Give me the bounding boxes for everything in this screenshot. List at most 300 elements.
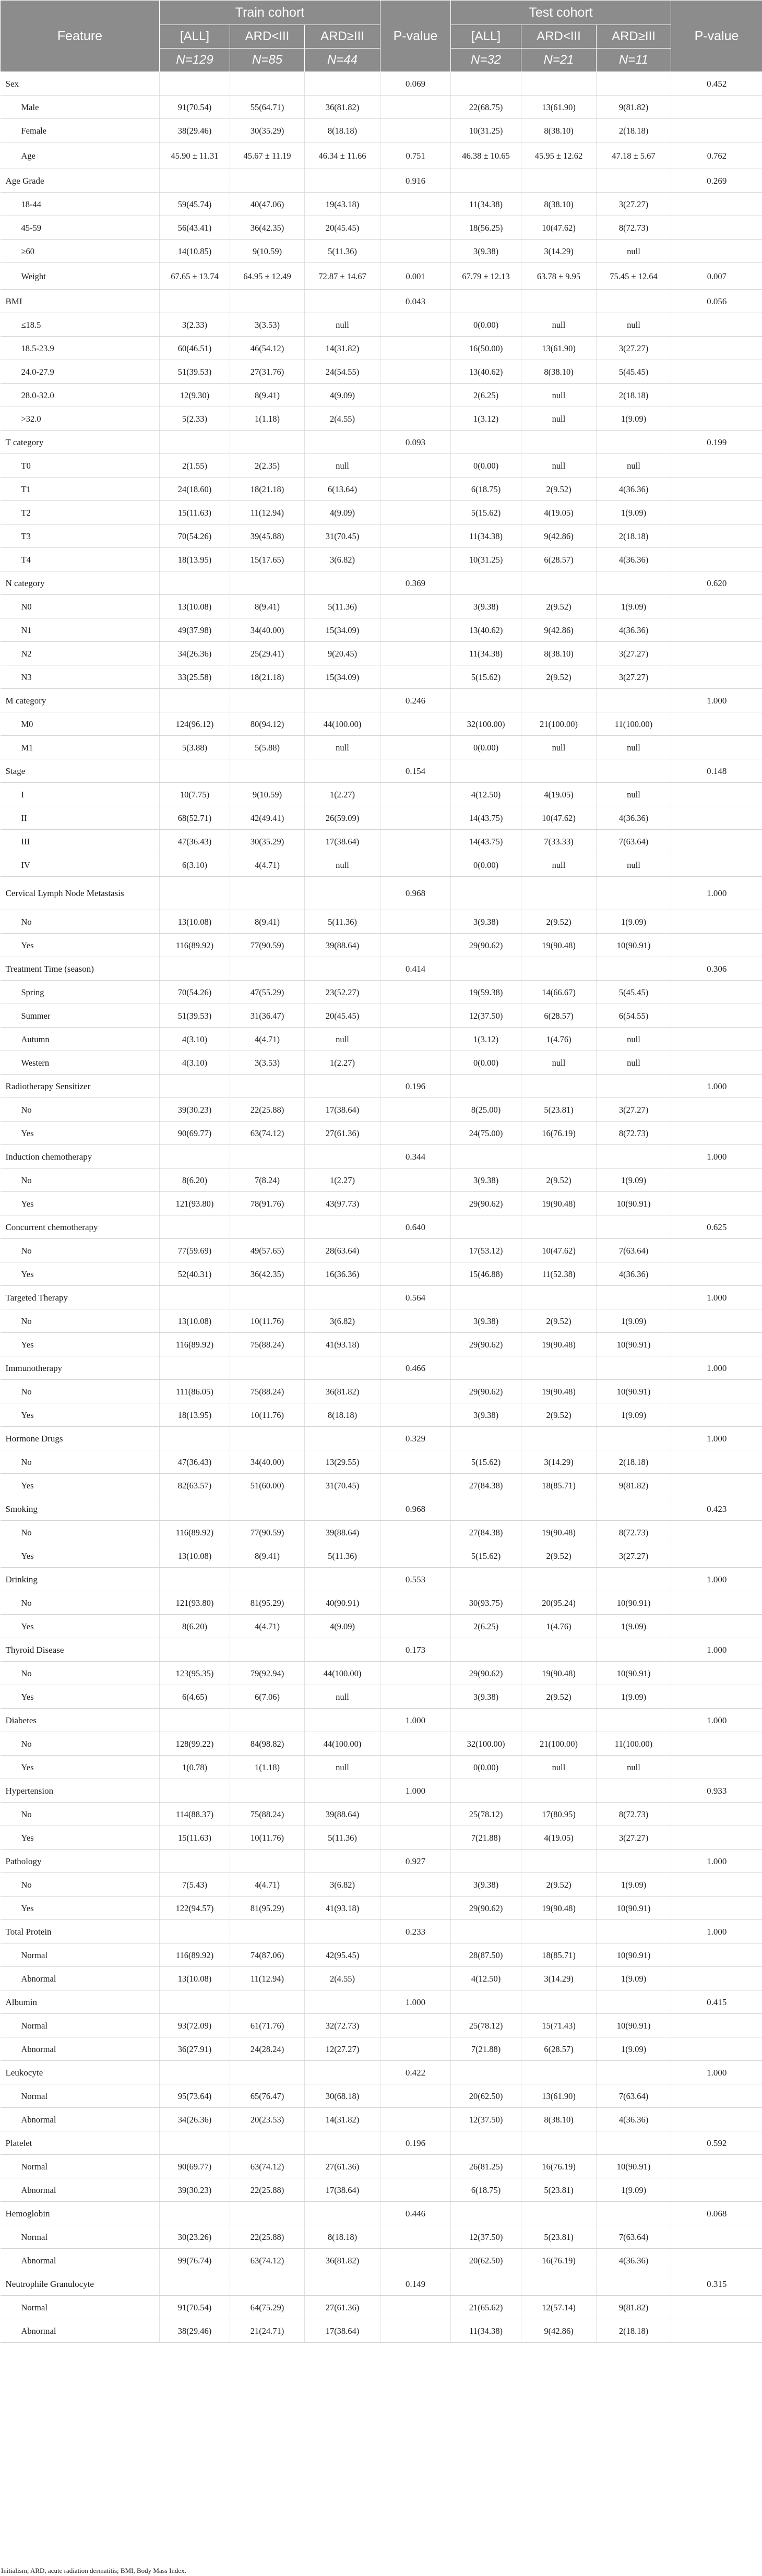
test-pvalue-cell: 0.148 bbox=[671, 759, 762, 783]
test-ard-high-cell: 11(100.00) bbox=[597, 1732, 671, 1756]
test-ard-high-cell: 4(36.36) bbox=[597, 1262, 671, 1286]
train-all-cell bbox=[160, 2061, 230, 2084]
train-all-cell: 52(40.31) bbox=[160, 1262, 230, 1286]
test-ard-low-cell: 5(23.81) bbox=[521, 2178, 597, 2202]
test-ard-low-cell bbox=[521, 1427, 597, 1450]
train-pvalue-cell bbox=[380, 1521, 451, 1544]
train-all-cell: 77(59.69) bbox=[160, 1239, 230, 1262]
category-label: Hypertension bbox=[1, 1779, 160, 1803]
subcategory-label: No bbox=[1, 1098, 160, 1122]
test-ard-high-cell bbox=[597, 1356, 671, 1380]
test-ard-low-cell: 2(9.52) bbox=[521, 478, 597, 501]
category-label: Radiotherapy Sensitizer bbox=[1, 1075, 160, 1098]
train-all-cell: 5(2.33) bbox=[160, 407, 230, 431]
train-ard-low-cell: 55(64.71) bbox=[230, 96, 305, 119]
test-pvalue-cell: 1.000 bbox=[671, 1286, 762, 1309]
train-ard-high-cell bbox=[305, 2061, 380, 2084]
test-all-cell: 0(0.00) bbox=[451, 736, 521, 759]
train-pvalue-cell bbox=[380, 1544, 451, 1568]
train-pvalue-cell bbox=[380, 1685, 451, 1709]
test-ard-high-cell: 9(81.82) bbox=[597, 2296, 671, 2319]
test-pvalue-cell bbox=[671, 934, 762, 957]
test-pvalue-cell bbox=[671, 2319, 762, 2343]
test-ard-low-cell: 11(52.38) bbox=[521, 1262, 597, 1286]
train-all-cell: 8(6.20) bbox=[160, 1615, 230, 1638]
train-pvalue-cell: 0.564 bbox=[380, 1286, 451, 1309]
table-row-category bbox=[1, 1568, 762, 1591]
test-ard-high-cell: 3(27.27) bbox=[597, 642, 671, 665]
test-all-cell bbox=[451, 1709, 521, 1732]
test-ard-high-cell: 11(100.00) bbox=[597, 712, 671, 736]
test-all-cell: 12(37.50) bbox=[451, 2108, 521, 2131]
train-all-cell bbox=[160, 169, 230, 193]
test-pvalue-cell bbox=[671, 1521, 762, 1544]
test-ard-high-cell bbox=[597, 1990, 671, 2014]
test-ard-high-cell: 4(36.36) bbox=[597, 548, 671, 571]
train-ard-low-cell: 9(10.59) bbox=[230, 240, 305, 263]
train-ard-low-cell bbox=[230, 1779, 305, 1803]
table-row bbox=[1, 712, 762, 736]
subcategory-label: Normal bbox=[1, 2225, 160, 2249]
train-ard-low-cell: 63(74.12) bbox=[230, 2155, 305, 2178]
train-ard-high-cell: 36(81.82) bbox=[305, 1380, 380, 1403]
test-ard-high-cell: 2(18.18) bbox=[597, 2319, 671, 2343]
train-ard-high-cell: 39(88.64) bbox=[305, 934, 380, 957]
test-pvalue-cell bbox=[671, 2249, 762, 2272]
table-row bbox=[1, 240, 762, 263]
train-ard-low-cell bbox=[230, 1709, 305, 1732]
subcategory-label: Male bbox=[1, 96, 160, 119]
test-all-cell: 20(62.50) bbox=[451, 2249, 521, 2272]
train-all-cell bbox=[160, 1075, 230, 1098]
test-pvalue-cell bbox=[671, 2178, 762, 2202]
train-ard-high-cell: 32(72.73) bbox=[305, 2014, 380, 2037]
train-ard-high-cell bbox=[305, 2202, 380, 2225]
train-pvalue-cell bbox=[380, 910, 451, 934]
table-row bbox=[1, 1826, 762, 1850]
test-ard-low-cell bbox=[521, 2131, 597, 2155]
test-ard-high-cell bbox=[597, 2202, 671, 2225]
table-row bbox=[1, 783, 762, 806]
train-all-cell: 14(10.85) bbox=[160, 240, 230, 263]
subcategory-label: Yes bbox=[1, 1333, 160, 1356]
test-ard-high-cell: 10(90.91) bbox=[597, 1591, 671, 1615]
test-ard-low-cell: 13(61.90) bbox=[521, 96, 597, 119]
test-pvalue-cell bbox=[671, 1168, 762, 1192]
subcategory-label: N2 bbox=[1, 642, 160, 665]
test-ard-high-cell bbox=[597, 72, 671, 96]
test-ard-low-cell: null bbox=[521, 313, 597, 337]
train-pvalue-cell bbox=[380, 2225, 451, 2249]
table-row bbox=[1, 1967, 762, 1990]
train-ard-high-header: ARD≥III bbox=[305, 25, 380, 49]
test-ard-low-cell: 8(38.10) bbox=[521, 119, 597, 142]
subcategory-label: No bbox=[1, 1380, 160, 1403]
test-pvalue-cell bbox=[671, 665, 762, 689]
test-pvalue-cell bbox=[671, 853, 762, 877]
test-all-cell: 3(9.38) bbox=[451, 595, 521, 618]
train-ard-low-cell: 65(76.47) bbox=[230, 2084, 305, 2108]
train-all-cell: 90(69.77) bbox=[160, 1122, 230, 1145]
train-pvalue-cell: 0.414 bbox=[380, 957, 451, 981]
test-ard-high-cell: 1(9.09) bbox=[597, 910, 671, 934]
test-all-cell: 3(9.38) bbox=[451, 1168, 521, 1192]
train-ard-low-cell: 18(21.18) bbox=[230, 478, 305, 501]
train-all-cell: 5(3.88) bbox=[160, 736, 230, 759]
test-ard-low-cell: 8(38.10) bbox=[521, 193, 597, 216]
train-ard-high-cell: 1(2.27) bbox=[305, 1168, 380, 1192]
test-ard-low-cell: 63.78 ± 9.95 bbox=[521, 263, 597, 290]
train-all-cell: 51(39.53) bbox=[160, 1004, 230, 1028]
train-ard-low-cell bbox=[230, 1850, 305, 1873]
train-ard-high-cell bbox=[305, 1638, 380, 1662]
category-label: Treatment Time (season) bbox=[1, 957, 160, 981]
train-all-cell bbox=[160, 2272, 230, 2296]
test-all-cell: 16(50.00) bbox=[451, 337, 521, 360]
test-pvalue-cell bbox=[671, 1826, 762, 1850]
category-label: Smoking bbox=[1, 1497, 160, 1521]
test-ard-low-cell: 16(76.19) bbox=[521, 2249, 597, 2272]
train-pvalue-cell: 0.553 bbox=[380, 1568, 451, 1591]
table-row-category bbox=[1, 1286, 762, 1309]
test-ard-low-cell: 10(47.62) bbox=[521, 216, 597, 240]
test-ard-high-cell: null bbox=[597, 313, 671, 337]
test-pvalue-cell: 0.415 bbox=[671, 1990, 762, 2014]
train-ard-low-cell: 22(25.88) bbox=[230, 1098, 305, 1122]
train-pvalue-cell bbox=[380, 736, 451, 759]
train-pvalue-cell: 0.149 bbox=[380, 2272, 451, 2296]
subcategory-label: No bbox=[1, 1450, 160, 1474]
train-all-cell: 123(95.35) bbox=[160, 1662, 230, 1685]
table-row bbox=[1, 618, 762, 642]
train-ard-high-cell: 20(45.45) bbox=[305, 216, 380, 240]
train-ard-high-cell: 44(100.00) bbox=[305, 1732, 380, 1756]
subcategory-label: ≤18.5 bbox=[1, 313, 160, 337]
train-ard-high-cell bbox=[305, 1356, 380, 1380]
test-all-cell: 67.79 ± 12.13 bbox=[451, 263, 521, 290]
train-all-cell: 45.90 ± 11.31 bbox=[160, 142, 230, 169]
train-pvalue-cell bbox=[380, 2249, 451, 2272]
train-ard-high-cell bbox=[305, 1075, 380, 1098]
test-ard-high-cell bbox=[597, 431, 671, 454]
train-all-cell: 36(27.91) bbox=[160, 2037, 230, 2061]
test-ard-low-cell bbox=[521, 2061, 597, 2084]
train-all-cell: 6(3.10) bbox=[160, 853, 230, 877]
test-pvalue-cell bbox=[671, 119, 762, 142]
test-ard-high-cell: 4(36.36) bbox=[597, 2108, 671, 2131]
train-all-cell bbox=[160, 1638, 230, 1662]
train-pvalue-cell bbox=[380, 2014, 451, 2037]
train-all-cell bbox=[160, 1286, 230, 1309]
test-ard-low-cell: 19(90.48) bbox=[521, 1192, 597, 1215]
test-pvalue-cell bbox=[671, 407, 762, 431]
table-row bbox=[1, 2014, 762, 2037]
train-all-cell: 60(46.51) bbox=[160, 337, 230, 360]
test-ard-low-cell: 13(61.90) bbox=[521, 2084, 597, 2108]
test-all-cell: 27(84.38) bbox=[451, 1474, 521, 1497]
test-ard-high-cell bbox=[597, 1286, 671, 1309]
test-all-cell: 22(68.75) bbox=[451, 96, 521, 119]
train-all-cell: 13(10.08) bbox=[160, 1309, 230, 1333]
train-ard-high-cell: 30(68.18) bbox=[305, 2084, 380, 2108]
train-all-cell: 6(4.65) bbox=[160, 1685, 230, 1709]
subcategory-label: Yes bbox=[1, 1756, 160, 1779]
test-all-cell: 17(53.12) bbox=[451, 1239, 521, 1262]
train-pvalue-cell bbox=[380, 712, 451, 736]
test-all-cell: 21(65.62) bbox=[451, 2296, 521, 2319]
test-ard-low-cell bbox=[521, 1075, 597, 1098]
subcategory-label: ≥60 bbox=[1, 240, 160, 263]
train-ard-low-cell: 78(91.76) bbox=[230, 1192, 305, 1215]
train-pvalue-cell bbox=[380, 216, 451, 240]
test-all-cell: 29(90.62) bbox=[451, 1897, 521, 1920]
train-ard-low-cell bbox=[230, 431, 305, 454]
train-ard-low-cell: 11(12.94) bbox=[230, 501, 305, 524]
train-ard-low-cell: 18(21.18) bbox=[230, 665, 305, 689]
train-ard-low-cell: 80(94.12) bbox=[230, 712, 305, 736]
train-pvalue-cell: 1.000 bbox=[380, 1990, 451, 2014]
subcategory-label: II bbox=[1, 806, 160, 830]
train-pvalue-cell bbox=[380, 1732, 451, 1756]
train-pvalue-cell: 0.968 bbox=[380, 877, 451, 910]
table-row bbox=[1, 1756, 762, 1779]
test-all-cell: 3(9.38) bbox=[451, 1685, 521, 1709]
table-row-category bbox=[1, 759, 762, 783]
train-ard-high-cell: 1(2.27) bbox=[305, 783, 380, 806]
test-ard-high-cell: 1(9.09) bbox=[597, 1967, 671, 1990]
train-ard-low-cell: 77(90.59) bbox=[230, 934, 305, 957]
train-all-cell: 95(73.64) bbox=[160, 2084, 230, 2108]
table-row bbox=[1, 2108, 762, 2131]
test-ard-low-cell: 2(9.52) bbox=[521, 1168, 597, 1192]
test-ard-low-cell: 16(76.19) bbox=[521, 1122, 597, 1145]
table-row bbox=[1, 313, 762, 337]
train-cohort-header: Train cohort bbox=[160, 1, 380, 25]
test-pvalue-cell bbox=[671, 642, 762, 665]
train-ard-high-cell: 39(88.64) bbox=[305, 1521, 380, 1544]
test-ard-high-cell bbox=[597, 169, 671, 193]
table-row-category bbox=[1, 1356, 762, 1380]
test-ard-low-cell bbox=[521, 1779, 597, 1803]
test-pvalue-cell bbox=[671, 712, 762, 736]
test-all-cell: 29(90.62) bbox=[451, 1333, 521, 1356]
test-all-cell: 32(100.00) bbox=[451, 712, 521, 736]
train-pvalue-cell bbox=[380, 2037, 451, 2061]
test-all-cell: 8(25.00) bbox=[451, 1098, 521, 1122]
train-ard-high-cell: null bbox=[305, 1028, 380, 1051]
table-row bbox=[1, 216, 762, 240]
test-ard-low-cell bbox=[521, 1145, 597, 1168]
train-ard-high-cell: 3(6.82) bbox=[305, 1309, 380, 1333]
test-all-cell bbox=[451, 571, 521, 595]
category-label: Stage bbox=[1, 759, 160, 783]
test-ard-low-cell: 9(42.86) bbox=[521, 2319, 597, 2343]
train-pvalue-cell: 0.927 bbox=[380, 1850, 451, 1873]
table-row bbox=[1, 806, 762, 830]
test-ard-high-cell: 1(9.09) bbox=[597, 1615, 671, 1638]
train-ard-low-cell bbox=[230, 689, 305, 712]
subcategory-label: Normal bbox=[1, 2084, 160, 2108]
table-row-category bbox=[1, 290, 762, 313]
train-ard-low-cell: 9(10.59) bbox=[230, 783, 305, 806]
table-row bbox=[1, 595, 762, 618]
table-row-category bbox=[1, 169, 762, 193]
test-ard-high-cell: 10(90.91) bbox=[597, 1380, 671, 1403]
train-ard-low-cell: 10(11.76) bbox=[230, 1826, 305, 1850]
test-pvalue-cell bbox=[671, 193, 762, 216]
train-pvalue-cell bbox=[380, 618, 451, 642]
test-ard-low-cell bbox=[521, 290, 597, 313]
train-ard-low-cell bbox=[230, 1356, 305, 1380]
test-all-cell: 28(87.50) bbox=[451, 1943, 521, 1967]
test-pvalue-cell bbox=[671, 2014, 762, 2037]
train-ard-high-cell: 8(18.18) bbox=[305, 2225, 380, 2249]
test-ard-high-cell: 47.18 ± 5.67 bbox=[597, 142, 671, 169]
table-row bbox=[1, 981, 762, 1004]
test-pvalue-cell bbox=[671, 1028, 762, 1051]
train-ard-high-cell bbox=[305, 2272, 380, 2296]
test-pvalue-cell bbox=[671, 1051, 762, 1075]
test-ard-high-cell: 10(90.91) bbox=[597, 2155, 671, 2178]
table-row-category bbox=[1, 1779, 762, 1803]
train-ard-high-cell: 8(18.18) bbox=[305, 119, 380, 142]
category-label: Pathology bbox=[1, 1850, 160, 1873]
train-ard-low-cell bbox=[230, 1990, 305, 2014]
subcategory-label: N1 bbox=[1, 618, 160, 642]
test-ard-high-cell: 3(27.27) bbox=[597, 1544, 671, 1568]
train-pvalue-cell bbox=[380, 1333, 451, 1356]
test-all-cell bbox=[451, 1990, 521, 2014]
train-pvalue-cell bbox=[380, 1051, 451, 1075]
subcategory-label: Autumn bbox=[1, 1028, 160, 1051]
test-all-cell: 0(0.00) bbox=[451, 454, 521, 478]
test-ard-low-cell: 5(23.81) bbox=[521, 2225, 597, 2249]
table-row bbox=[1, 642, 762, 665]
train-pvalue-cell bbox=[380, 1803, 451, 1826]
table-row-category bbox=[1, 1497, 762, 1521]
test-all-cell: 7(21.88) bbox=[451, 2037, 521, 2061]
test-ard-low-cell: 1(4.76) bbox=[521, 1615, 597, 1638]
test-ard-low-cell: 8(38.10) bbox=[521, 642, 597, 665]
test-all-cell bbox=[451, 1920, 521, 1943]
train-pvalue-cell bbox=[380, 2155, 451, 2178]
test-pvalue-cell bbox=[671, 216, 762, 240]
test-ard-high-cell bbox=[597, 2131, 671, 2155]
train-all-cell: 90(69.77) bbox=[160, 2155, 230, 2178]
train-pvalue-cell: 0.640 bbox=[380, 1215, 451, 1239]
train-pvalue-cell bbox=[380, 1450, 451, 1474]
train-ard-high-cell: 41(93.18) bbox=[305, 1897, 380, 1920]
test-ard-low-cell: 6(28.57) bbox=[521, 2037, 597, 2061]
test-ard-high-cell: 10(90.91) bbox=[597, 1897, 671, 1920]
table-row-category bbox=[1, 2061, 762, 2084]
test-ard-high-cell: null bbox=[597, 1051, 671, 1075]
table-body bbox=[1, 72, 762, 2343]
train-ard-high-cell bbox=[305, 1779, 380, 1803]
train-all-cell: 39(30.23) bbox=[160, 2178, 230, 2202]
test-pvalue-cell: 1.000 bbox=[671, 1709, 762, 1732]
train-all-cell: 4(3.10) bbox=[160, 1051, 230, 1075]
test-pvalue-cell bbox=[671, 2037, 762, 2061]
table-row bbox=[1, 1239, 762, 1262]
test-ard-high-cell: 1(9.09) bbox=[597, 1309, 671, 1333]
train-ard-high-cell: null bbox=[305, 1685, 380, 1709]
test-ard-high-cell: 4(36.36) bbox=[597, 806, 671, 830]
train-pvalue-cell bbox=[380, 1897, 451, 1920]
subcategory-label: Abnormal bbox=[1, 2037, 160, 2061]
test-pvalue-cell: 1.000 bbox=[671, 1075, 762, 1098]
train-all-cell: 18(13.95) bbox=[160, 548, 230, 571]
train-ard-high-cell: 5(11.36) bbox=[305, 1544, 380, 1568]
train-ard-low-cell: 4(4.71) bbox=[230, 1028, 305, 1051]
train-ard-low-cell: 75(88.24) bbox=[230, 1333, 305, 1356]
train-pvalue-cell bbox=[380, 1380, 451, 1403]
test-ard-high-cell: 8(72.73) bbox=[597, 1803, 671, 1826]
feature-header: Feature bbox=[1, 1, 160, 72]
train-pvalue-cell: 0.466 bbox=[380, 1356, 451, 1380]
test-all-cell bbox=[451, 290, 521, 313]
test-ard-high-cell: null bbox=[597, 736, 671, 759]
test-pvalue-cell bbox=[671, 384, 762, 407]
train-ard-low-cell: 42(49.41) bbox=[230, 806, 305, 830]
train-all-cell: 68(52.71) bbox=[160, 806, 230, 830]
train-ard-high-cell bbox=[305, 1427, 380, 1450]
table-row bbox=[1, 1309, 762, 1333]
train-ard-high-cell bbox=[305, 1850, 380, 1873]
train-all-cell: 34(26.36) bbox=[160, 2108, 230, 2131]
test-pvalue-cell bbox=[671, 96, 762, 119]
train-ard-high-n: N=44 bbox=[305, 49, 380, 72]
table-row bbox=[1, 2249, 762, 2272]
test-ard-low-cell: 7(33.33) bbox=[521, 830, 597, 853]
train-ard-low-cell bbox=[230, 2202, 305, 2225]
train-ard-low-cell bbox=[230, 1145, 305, 1168]
subcategory-label: No bbox=[1, 1521, 160, 1544]
table-row bbox=[1, 853, 762, 877]
train-ard-low-cell bbox=[230, 1497, 305, 1521]
test-ard-low-cell: 1(4.76) bbox=[521, 1028, 597, 1051]
test-ard-low-cell: 19(90.48) bbox=[521, 934, 597, 957]
train-all-cell: 24(18.60) bbox=[160, 478, 230, 501]
train-ard-high-cell: 36(81.82) bbox=[305, 96, 380, 119]
train-ard-high-cell: 40(90.91) bbox=[305, 1591, 380, 1615]
test-ard-low-cell: 15(71.43) bbox=[521, 2014, 597, 2037]
test-ard-high-cell: 8(72.73) bbox=[597, 1521, 671, 1544]
table-row bbox=[1, 1098, 762, 1122]
test-all-cell: 27(84.38) bbox=[451, 1521, 521, 1544]
test-all-cell: 30(93.75) bbox=[451, 1591, 521, 1615]
train-ard-high-cell: 3(6.82) bbox=[305, 1873, 380, 1897]
table-row bbox=[1, 2155, 762, 2178]
train-ard-low-cell: 81(95.29) bbox=[230, 1591, 305, 1615]
test-ard-high-cell: 10(90.91) bbox=[597, 1333, 671, 1356]
train-pvalue-cell bbox=[380, 119, 451, 142]
test-ard-low-cell: null bbox=[521, 1051, 597, 1075]
train-ard-low-cell bbox=[230, 2061, 305, 2084]
test-pvalue-cell: 1.000 bbox=[671, 1850, 762, 1873]
test-pvalue-cell bbox=[671, 830, 762, 853]
test-ard-low-cell: null bbox=[521, 853, 597, 877]
subcategory-label: Normal bbox=[1, 2014, 160, 2037]
train-ard-low-n: N=85 bbox=[230, 49, 305, 72]
table-row bbox=[1, 407, 762, 431]
test-ard-high-cell bbox=[597, 1427, 671, 1450]
train-all-cell: 99(76.74) bbox=[160, 2249, 230, 2272]
train-pvalue-cell bbox=[380, 1943, 451, 1967]
test-ard-high-cell: 8(72.73) bbox=[597, 216, 671, 240]
train-pvalue-cell: 0.369 bbox=[380, 571, 451, 595]
train-ard-low-cell: 34(40.00) bbox=[230, 1450, 305, 1474]
